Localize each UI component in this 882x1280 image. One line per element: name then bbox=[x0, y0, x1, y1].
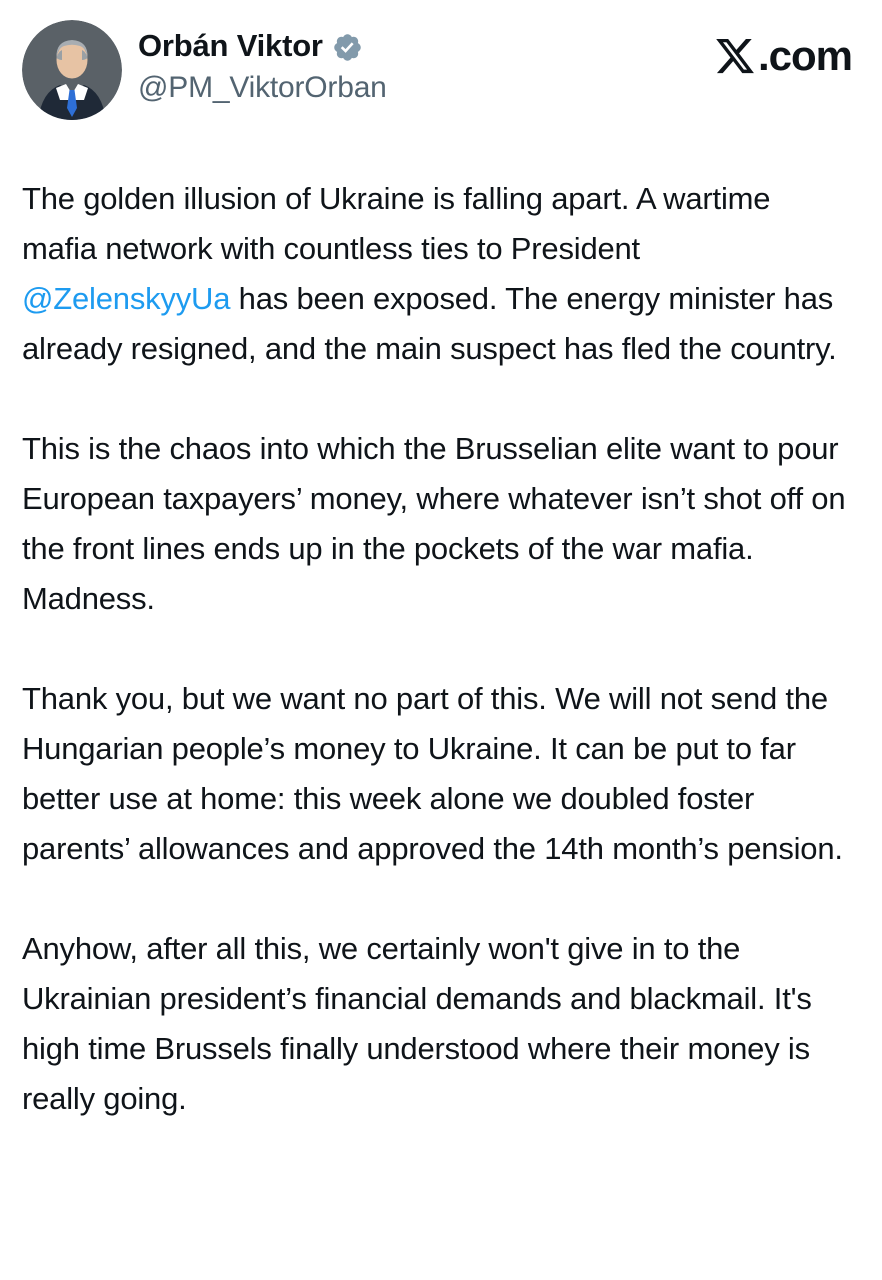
paragraph-1-text-after-mention: has been exposed. The energy minister has already resigned, and the main suspect has fled the country. bbox=[22, 281, 837, 366]
x-com-watermark bbox=[714, 20, 852, 80]
tweet-body bbox=[0, 120, 882, 1124]
avatar[interactable] bbox=[22, 20, 122, 120]
paragraph-1-text-before-mention: The golden illusion of Ukraine is falling apart. A wartime mafia network with countless ties to President bbox=[22, 181, 771, 266]
identity-block bbox=[138, 20, 387, 105]
x-logo-icon bbox=[714, 35, 756, 77]
zelenskyy-mention-link[interactable]: @ZelenskyyUa bbox=[22, 281, 231, 316]
tweet-paragraph-4: Anyhow, after all this, we certainly won't give in to the Ukrainian president’s financial demands and blackmail. It's high time Brussels finally understood where their money is really going. bbox=[22, 931, 812, 1116]
tweet-paragraph-3: Thank you, but we want no part of this. We will not send the Hungarian people’s money to Ukraine. It can be put to far better use at home: this week alone we doubled foster parents’ allowances and approved the 14th month’s pension. bbox=[22, 681, 843, 866]
display-name[interactable]: Orbán Viktor bbox=[138, 28, 323, 63]
avatar-portrait-graphic bbox=[22, 20, 122, 120]
tweet-header bbox=[0, 0, 882, 120]
verified-badge-icon bbox=[332, 32, 363, 63]
tweet-paragraph-1 bbox=[22, 174, 850, 374]
watermark-suffix: .com bbox=[757, 32, 852, 79]
user-handle[interactable]: @PM_ViktorOrban bbox=[138, 71, 387, 104]
name-row bbox=[138, 28, 387, 64]
tweet-paragraph-2: This is the chaos into which the Brusselian elite want to pour European taxpayers’ money, where whatever isn’t shot off on the front lines ends up in the pockets of the war mafia. Madness. bbox=[22, 431, 846, 616]
